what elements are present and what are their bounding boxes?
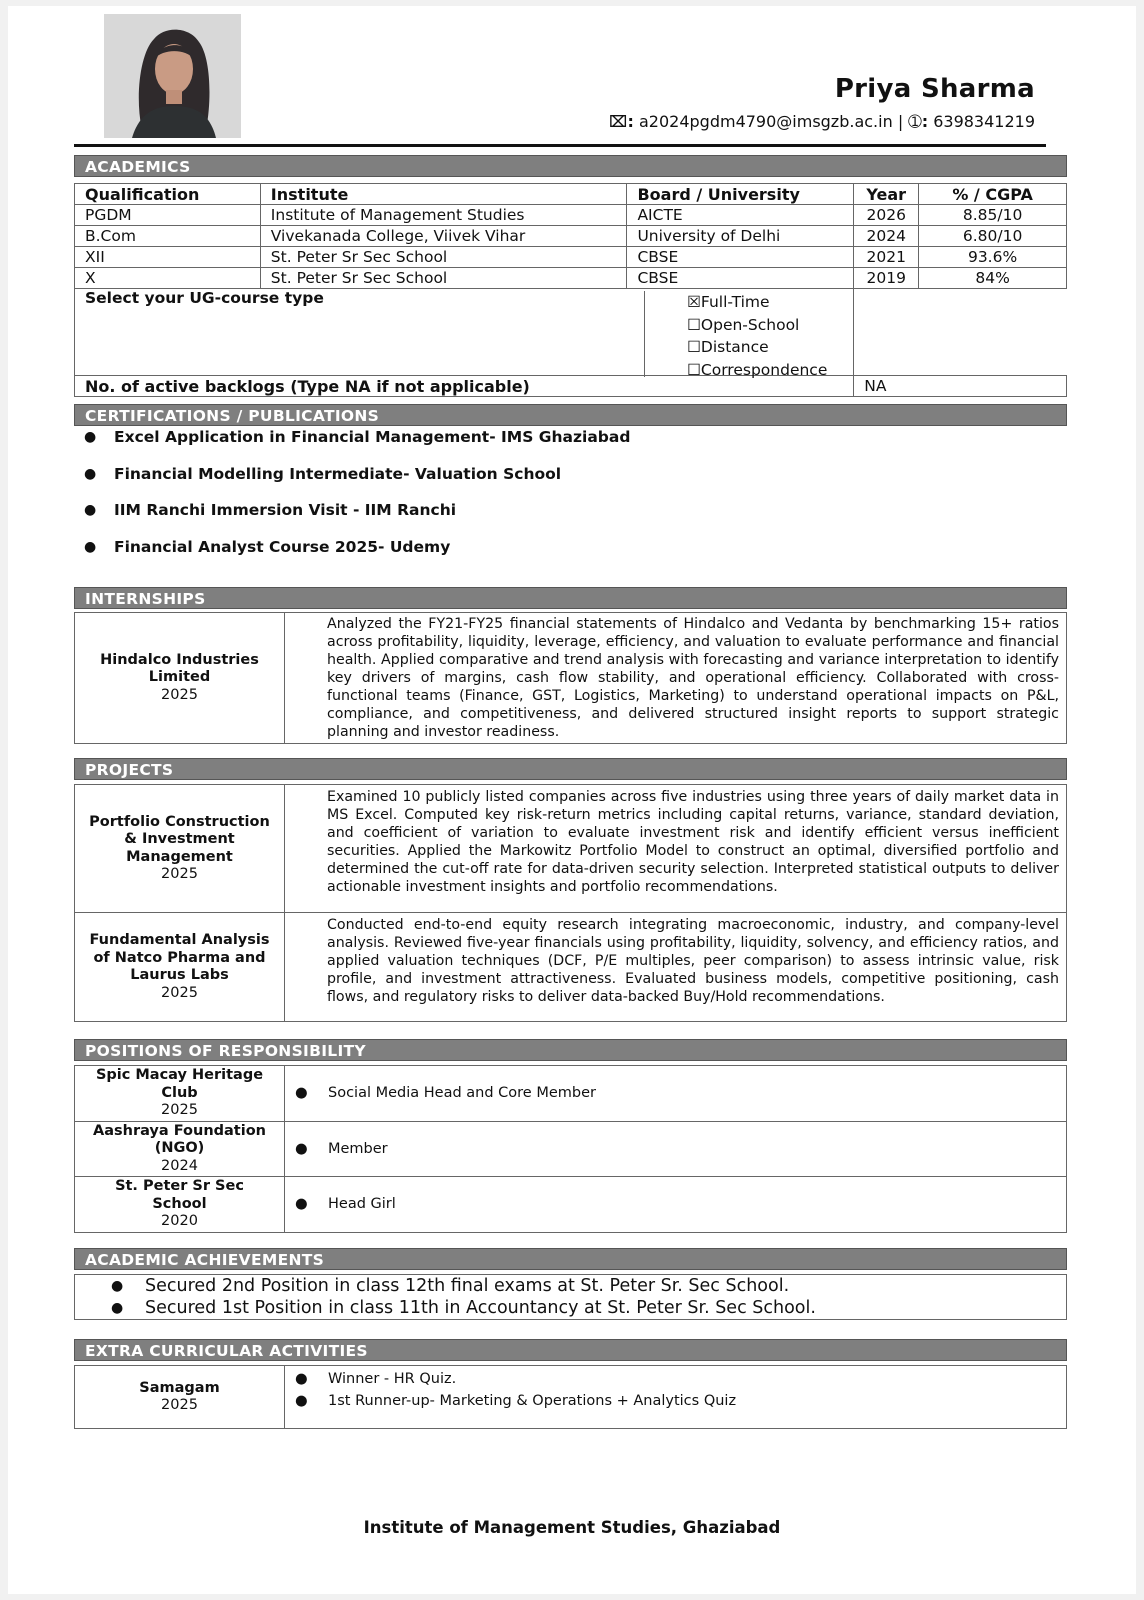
bullet-icon: ● [84, 429, 97, 445]
section-header-internships: INTERNSHIPS [74, 587, 1067, 609]
list-item: ● Winner - HR Quiz. [295, 1368, 1059, 1390]
cell-board: CBSE [627, 247, 854, 268]
list-item: ● 1st Runner-up- Marketing & Operations + Analytics Quiz [295, 1390, 1059, 1412]
bullet-icon: ● [111, 1278, 124, 1294]
bullet-icon: ● [295, 1085, 308, 1102]
col-institute: Institute [260, 184, 627, 205]
bullet-icon: ● [84, 502, 97, 518]
project-year: 2025 [161, 984, 198, 1001]
project-year: 2025 [161, 866, 198, 882]
certifications-list [84, 426, 630, 572]
backlogs-label: No. of active backlogs (Type NA if not applicable) [75, 376, 854, 397]
position-org: Spic Macay Heritage Club 2025 [75, 1066, 285, 1122]
ug-course-options [644, 291, 1067, 377]
contact-separator: | [897, 112, 904, 131]
backlogs-value[interactable]: NA [854, 376, 1067, 397]
cell-score: 8.85/10 [919, 205, 1067, 226]
cell-qualification: B.Com [75, 226, 261, 247]
position-org: Aashraya Foundation (NGO) 2024 [75, 1121, 285, 1177]
col-year: Year [854, 184, 919, 205]
section-header-achievements: ACADEMIC ACHIEVEMENTS [74, 1248, 1067, 1270]
bullet-icon: ● [295, 1371, 308, 1387]
project-row [75, 785, 1067, 913]
cell-qualification: XII [75, 247, 261, 268]
bullet-icon: ● [295, 1196, 308, 1213]
unchecked-box-icon: ☐ [687, 338, 701, 356]
position-role: Member [328, 1140, 388, 1157]
internship-year: 2025 [161, 686, 198, 703]
col-board: Board / University [627, 184, 854, 205]
project-description: Conducted end-to-end equity research integrating macroeconomic, industry, and company-level analysis. Reviewed five-year financials using profitability, liquidity, solvency, and efficiency ratios, and applied valuation techniques (DCF, P/E multiples, peer comparison) to assess intrinsic value, risk profile, and investment attractiveness. Evaluated business models, competitive positioning, cash flows, and regulatory risks to deliver data-backed Buy/Hold recommendations. [285, 913, 1067, 1022]
candidate-name: Priya Sharma [834, 74, 1035, 104]
internship-org: Hindalco Industries Limited 2025 [75, 613, 285, 744]
footer-institute: Institute of Management Studies, Ghaziabad [363, 1518, 781, 1537]
col-score: % / CGPA [919, 184, 1067, 205]
cell-score: 93.6% [919, 247, 1067, 268]
cell-year: 2026 [854, 205, 919, 226]
position-row [75, 1177, 1067, 1233]
achievements-list [74, 1274, 1067, 1320]
position-row [75, 1121, 1067, 1177]
section-header-extracurricular: EXTRA CURRICULAR ACTIVITIES [74, 1339, 1067, 1361]
table-row [75, 205, 1067, 226]
internships-table [74, 612, 1067, 744]
email-link[interactable]: a2024pgdm4790@imsgzb.ac.in [638, 112, 893, 131]
cell-board: University of Delhi [627, 226, 854, 247]
internship-description: Analyzed the FY21-FY25 financial statements of Hindalco and Vedanta by benchmarking 15+ ratios across profitability, liquidity, leverage, efficiency, and valuation to evaluate performance and financial health. Applied comparative and trend analysis with forecasting and variance interpretation to identify key drivers of margins, cash flow stability, and operational efficiency. Collaborated with cross-functional teams (Finance, GST, Logistics, Marketing) to understand operational impacts on P&L, compliance, and competitiveness, and delivered structured insight reports to support strategic planning and investor readiness. [285, 613, 1067, 744]
internship-row [75, 613, 1067, 744]
position-row [75, 1066, 1067, 1122]
bullet-icon: ● [84, 465, 97, 482]
table-row [75, 247, 1067, 268]
person-photo-icon [104, 14, 241, 138]
bullet-icon: ● [295, 1140, 308, 1157]
cell-board: AICTE [627, 205, 854, 226]
project-row [75, 913, 1067, 1022]
section-header-positions: POSITIONS OF RESPONSIBILITY [74, 1039, 1067, 1061]
cell-qualification: PGDM [75, 205, 261, 226]
list-item: ● Excel Application in Financial Management- IMS Ghaziabad [84, 428, 631, 446]
cell-year: 2019 [854, 268, 919, 289]
checked-box-icon: ☒ [687, 293, 701, 311]
extracurricular-table [74, 1365, 1067, 1429]
cell-institute: Vivekanada College, Viivek Vihar [260, 226, 627, 247]
cell-institute: Institute of Management Studies [260, 205, 627, 226]
list-item: ● IIM Ranchi Immersion Visit - IIM Ranchi [84, 501, 457, 519]
unchecked-box-icon: ☐ [687, 360, 701, 379]
checkbox-distance[interactable]: ☐Distance [687, 338, 769, 356]
checkbox-correspondence[interactable]: ☐Correspondence [687, 360, 828, 379]
table-row [75, 226, 1067, 247]
phone-icon: ➀: [908, 112, 929, 131]
academics-header-row [75, 184, 1067, 205]
cell-board: CBSE [627, 268, 854, 289]
header-divider [74, 144, 1046, 147]
col-qualification: Qualification [75, 184, 261, 205]
position-role: Social Media Head and Core Member [328, 1085, 596, 1102]
list-item: ● Financial Modelling Intermediate- Valuation School [84, 464, 562, 483]
section-header-academics: ACADEMICS [74, 155, 1067, 177]
phone-number[interactable]: 6398341219 [933, 112, 1035, 131]
cell-institute: St. Peter Sr Sec School [260, 247, 627, 268]
list-item [295, 1140, 1059, 1158]
cell-score: 84% [919, 268, 1067, 289]
project-title: Portfolio Construction & Investment Management 2025 [75, 785, 285, 913]
position-org: St. Peter Sr Sec School 2020 [75, 1177, 285, 1233]
project-description: Examined 10 publicly listed companies across five industries using three years of daily market data in MS Excel. Computed key risk-return metrics including capital returns, variance, standard deviation, and coefficient of variation to evaluate investment risk and identify efficient versus inefficient securities. Applied the Markowitz Portfolio Model to construct an optimal, diversified portfolio and determined the cut-off rate for data-driven security selection. Interpreted statistical outputs to deliver actionable investment insights and portfolio recommendations. [285, 785, 1067, 913]
list-item [295, 1195, 1059, 1213]
profile-photo [104, 14, 241, 138]
bullet-icon: ● [84, 538, 97, 555]
checkbox-full-time[interactable]: ☒Full-Time [687, 293, 770, 311]
ug-course-label: Select your UG-course type [85, 289, 324, 307]
bullet-icon: ● [295, 1393, 308, 1409]
bullet-icon: ● [111, 1300, 124, 1316]
list-item: ● Secured 2nd Position in class 12th final exams at St. Peter Sr. Sec School. [111, 1276, 790, 1296]
list-item [295, 1084, 1059, 1102]
section-header-projects: PROJECTS [74, 758, 1067, 780]
list-item: ● Financial Analyst Course 2025- Udemy [84, 537, 451, 556]
envelope-icon: ⌧: [609, 112, 634, 131]
checkbox-open-school[interactable]: ☐Open-School [687, 315, 800, 334]
contact-line [609, 112, 1035, 131]
resume-page [8, 6, 1136, 1594]
position-role: Head Girl [328, 1196, 396, 1213]
cell-score: 6.80/10 [919, 226, 1067, 247]
positions-table [74, 1065, 1067, 1233]
cell-institute: St. Peter Sr Sec School [260, 268, 627, 289]
activity-event: Samagam 2025 [75, 1366, 285, 1429]
list-item: ● Secured 1st Position in class 11th in Accountancy at St. Peter Sr. Sec School. [111, 1298, 816, 1318]
cell-qualification: X [75, 268, 261, 289]
unchecked-box-icon: ☐ [687, 315, 701, 334]
cell-year: 2024 [854, 226, 919, 247]
table-row [75, 268, 1067, 289]
projects-table [74, 784, 1067, 1022]
cell-year: 2021 [854, 247, 919, 268]
project-title: Fundamental Analysis of Natco Pharma and Laurus Labs 2025 [75, 913, 285, 1022]
activity-row [75, 1366, 1067, 1429]
section-header-certifications: CERTIFICATIONS / PUBLICATIONS [74, 404, 1067, 426]
